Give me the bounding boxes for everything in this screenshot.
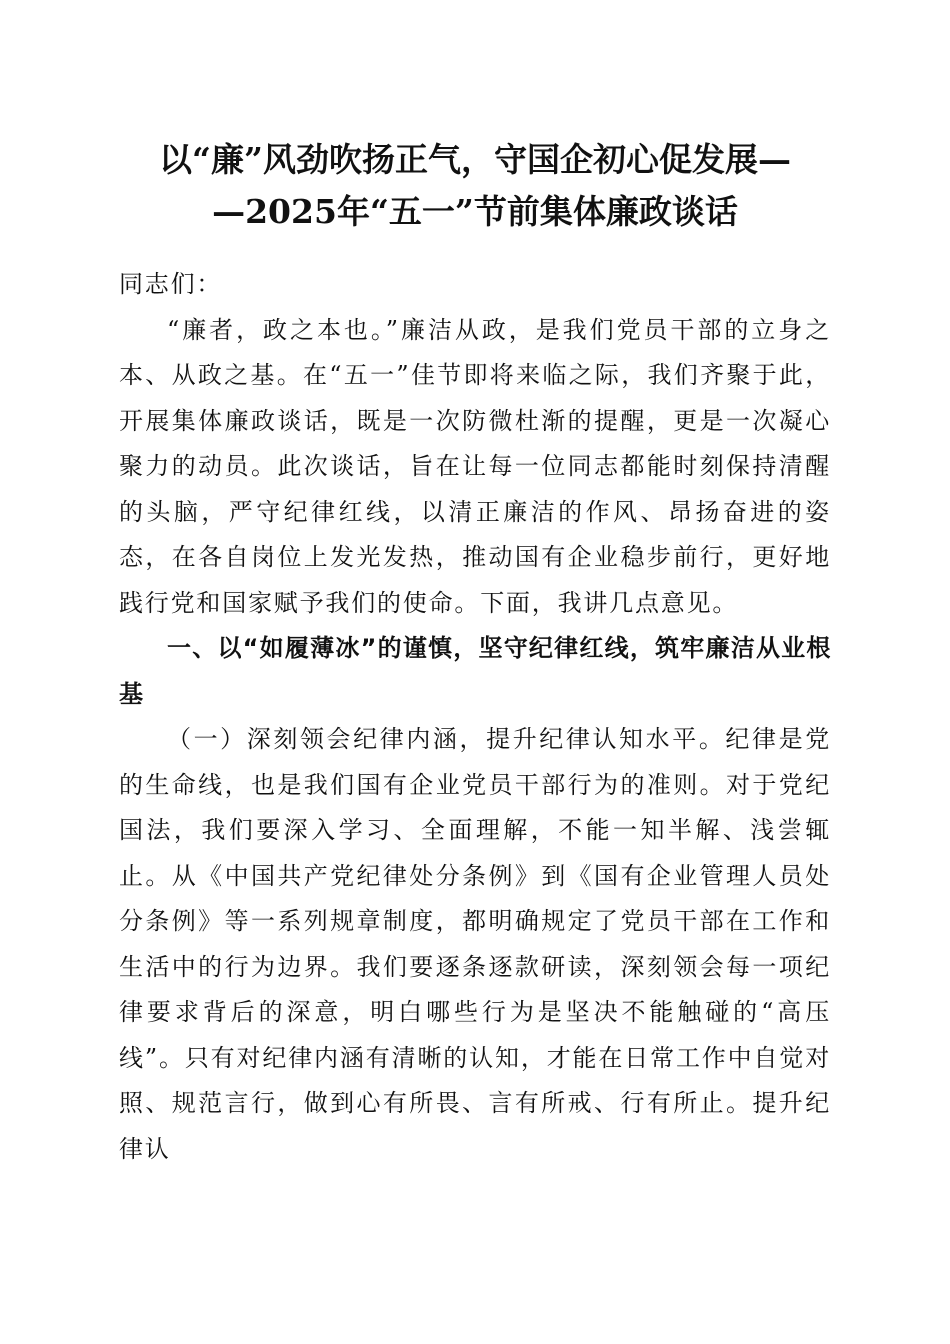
title-line-1: 以“廉”风劲吹扬正气，守国企初心促发展— — [159, 140, 791, 179]
document-title — [100, 134, 850, 238]
section-heading-1: 一、以“如履薄冰”的谨慎，坚守纪律红线，筑牢廉洁从业根基 — [119, 634, 831, 708]
intro-paragraph: “廉者，政之本也。”廉洁从政，是我们党员干部的立身之本、从政之基。在“五一”佳节即将来临之际，我们齐聚于此，开展集体廉政谈话，既是一次防微杜渐的提醒，更是一次凝心聚力的动员。此次谈话，旨在让每一位同志都能时刻保持清醒的头脑，严守纪律红线，以清正廉洁的作风、昂扬奋进的姿态，在各自岗位上发光发热，推动国有企业稳步前行，更好地践行党和国家赋予我们的使命。下面，我讲几点意见。 — [119, 315, 831, 617]
title-line-2: —2025年“五一”节前集体廉政谈话 — [212, 192, 738, 231]
document-body — [119, 262, 831, 1172]
subsection-paragraph-1: （一）深刻领会纪律内涵，提升纪律认知水平。纪律是党的生命线，也是我们国有企业党员干部行为的准则。对于党纪国法，我们要深入学习、全面理解，不能一知半解、浅尝辄止。从《中国共产党纪律处分条例》到《国有企业管理人员处分条例》等一系列规章制度，都明确规定了党员干部在工作和生活中的行为边界。我们要逐条逐款研读，深刻领会每一项纪律要求背后的深意，明白哪些行为是坚决不能触碰的“高压线”。只有对纪律内涵有清晰的认知，才能在日常工作中自觉对照、规范言行，做到心有所畏、言有所戒、行有所止。提升纪律认 — [119, 725, 831, 1163]
salutation: 同志们： — [119, 270, 223, 298]
